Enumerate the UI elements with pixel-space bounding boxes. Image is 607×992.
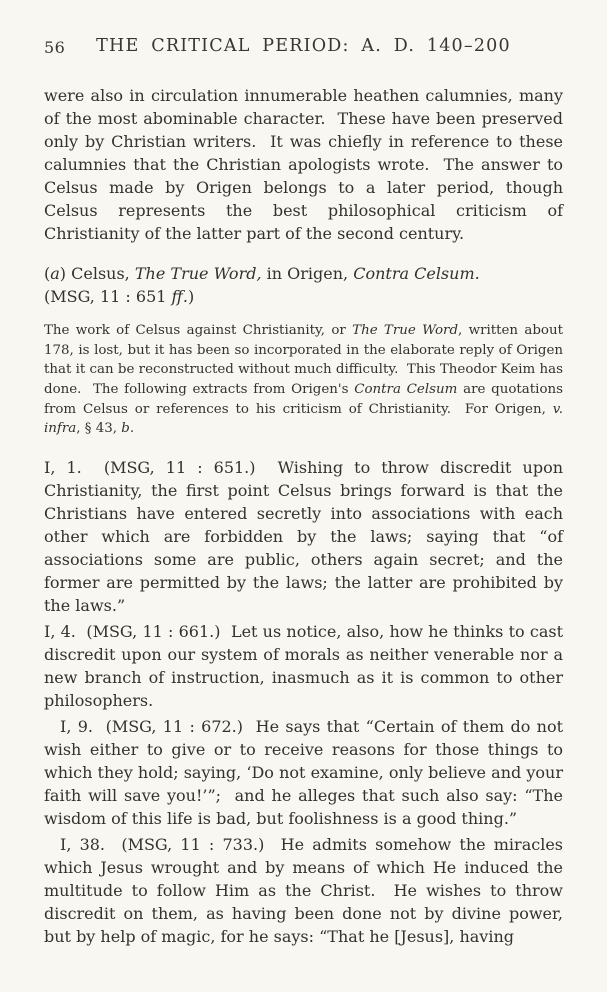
body-text: ) xyxy=(187,287,195,307)
italic-text: The True Word, xyxy=(134,264,262,284)
body-text: ( xyxy=(44,264,51,284)
body-text: , written about 178, is lost, but it has been so incorporated in the elaborate reply of Origen that it can be reconstructed without much difficulty. This Theodor Keim has done. The following extracts from Origen's xyxy=(44,323,563,397)
page-number: 56 xyxy=(44,38,66,57)
italic-text: a xyxy=(50,264,60,284)
body-text: The work of Celsus against Christianity, or xyxy=(44,323,353,339)
paragraph-section-a-head xyxy=(44,262,563,308)
body-text: I, 1. (MSG, 11 : 651.) Wishing to throw discredit upon Christianity, the first point Celsus brings forward is that the Christians have entered secretly into associations with each other which are forbidden by the laws; saying that “of associations some are public, others again secret; and the former are permitted by the laws; the latter are prohibited by the laws.” xyxy=(44,457,563,615)
italic-text: Contra Celsum. xyxy=(353,264,480,284)
page-header xyxy=(44,36,563,60)
italic-text: v. infra xyxy=(44,401,563,437)
running-title: THE CRITICAL PERIOD: A. D. 140–200 xyxy=(96,36,511,56)
paragraph-extract-i-9 xyxy=(44,715,563,830)
paragraph-editorial-note xyxy=(44,321,563,438)
paragraph-intro xyxy=(44,84,563,245)
body-text: were also in circulation innumerable heathen calumnies, many of the most abominable character. These have been preserved only by Christian writers. It was chiefly in reference to these calumnies that the Christian apologists wrote. The answer to Celsus made by Origen belongs to a later period, though Celsus represents the best philosophical criticism of Christianity of the latter part of the second century. xyxy=(44,86,563,244)
body-text: are quotations from Celsus or references to his criticism of Christianity. For Origen, xyxy=(44,381,564,417)
text-block xyxy=(44,84,563,948)
body-text: I, 4. (MSG, 11 : 661.) Let us notice, also, how he thinks to cast discredit upon our system of morals as neither venerable nor a new branch of instruction, inasmuch as it is common to other philosophers. xyxy=(44,621,563,710)
italic-text: The True Word xyxy=(352,323,459,339)
body-text: (MSG, 11 : 651 xyxy=(44,287,172,307)
body-text: ) Celsus, xyxy=(59,264,135,284)
body-text: I, 38. (MSG, 11 : 733.) He admits somehow the miracles which Jesus wrought and by means of which He induced the multitude to follow Him as the Christ. He wishes to throw discredit on them, as having been done not by divine power, but by help of magic, for he says: “That he [Jesus], having xyxy=(44,835,563,947)
body-text: in Origen, xyxy=(261,264,354,284)
body-text: . xyxy=(129,421,135,437)
body-text: , § 43, xyxy=(76,421,122,437)
paragraph-extract-i-4 xyxy=(44,620,563,712)
italic-text: Contra Celsum xyxy=(354,381,458,397)
paragraph-extract-i-38 xyxy=(44,833,563,948)
paragraph-extract-i-1 xyxy=(44,456,563,617)
italic-text: ff. xyxy=(171,287,188,307)
body-text: I, 9. (MSG, 11 : 672.) He says that “Certain of them do not wish either to give or to receive reasons for those things to which they hold; saying, ‘Do not examine, only believe and your faith will save you!’”; and he alleges that such also say: “The wisdom of this life is bad, but foolishness is a good thing.” xyxy=(44,717,563,829)
italic-text: b xyxy=(121,421,130,437)
